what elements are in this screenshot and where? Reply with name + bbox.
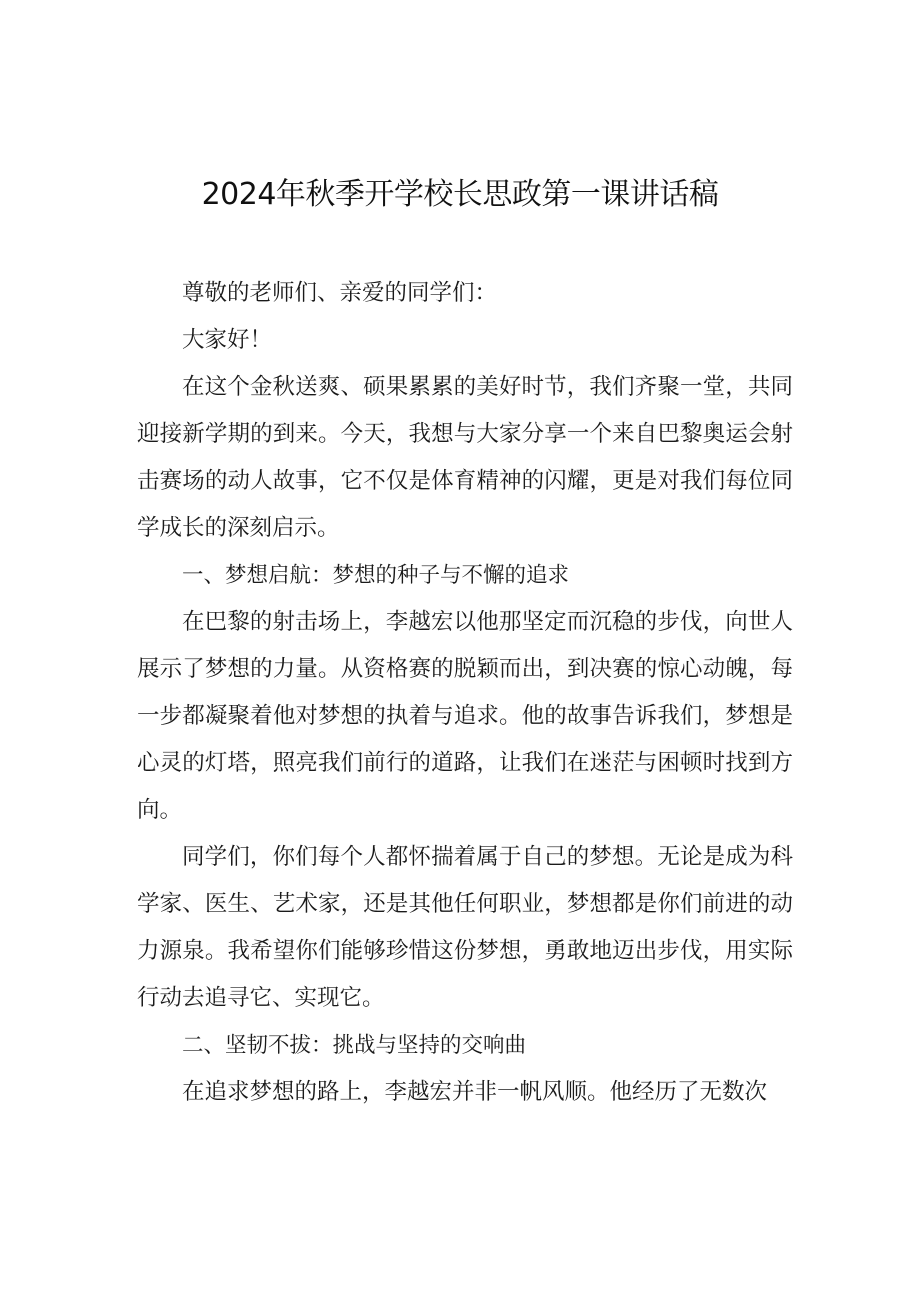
greeting: 大家好！ (182, 327, 273, 353)
intro-paragraph: 在这个金秋送爽、硕果累累的美好时节，我们齐聚一堂，共同迎接新学期的到来。今天，我想与大家分享一个来自巴黎奥运会射击赛场的动人故事，它不仅是体育精神的闪耀，更是对我们每位同学成长的深刻启示。 (137, 374, 793, 541)
section-heading-1: 一、梦想启航：梦想的种子与不懈的追求 (182, 563, 570, 588)
document-body (137, 270, 793, 1116)
section-heading-2: 二、坚韧不拔：挑战与坚持的交响曲 (182, 1033, 527, 1058)
section-2-paragraph: 在追求梦想的路上，李越宏并非一帆风顺。他经历了无数次 (182, 1079, 768, 1105)
section-1-paragraph: 同学们，你们每个人都怀揣着属于自己的梦想。无论是成为科学家、医生、艺术家，还是其他任何职业，梦想都是你们前进的动力源泉。我希望你们能够珍惜这份梦想，勇敢地迈出步伐，用实际行动去追寻它、实现它。 (137, 844, 793, 1011)
section-1-paragraph: 在巴黎的射击场上，李越宏以他那坚定而沉稳的步伐，向世人展示了梦想的力量。从资格赛的脱颖而出，到决赛的惊心动魄，每一步都凝聚着他对梦想的执着与追求。他的故事告诉我们，梦想是心灵的灯塔，照亮我们前行的道路，让我们在迷茫与困顿时找到方向。 (137, 609, 793, 823)
document-title: 2024年秋季开学校长思政第一课讲话稿 (201, 177, 719, 212)
salutation: 尊敬的老师们、亲爱的同学们： (182, 280, 498, 306)
